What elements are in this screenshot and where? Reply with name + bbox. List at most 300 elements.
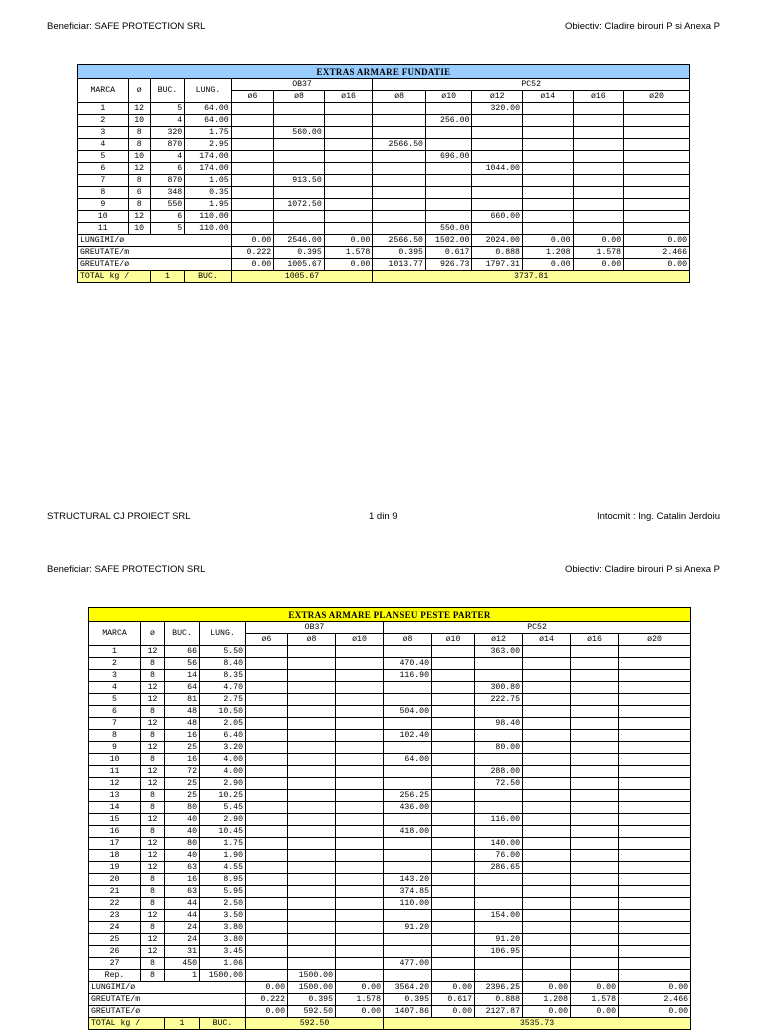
- value-cell: 8: [141, 970, 165, 982]
- value-cell: [384, 850, 432, 862]
- value-cell: [571, 970, 619, 982]
- table-row: [89, 694, 691, 706]
- marca-cell: 14: [89, 802, 141, 814]
- value-cell: [384, 862, 432, 874]
- value-cell: 4.00: [200, 766, 246, 778]
- value-cell: [373, 103, 426, 115]
- value-cell: [246, 790, 288, 802]
- value-cell: 12: [141, 682, 165, 694]
- value-cell: 63: [165, 886, 200, 898]
- marca-cell: 26: [89, 946, 141, 958]
- table-row: [89, 922, 691, 934]
- value-cell: [288, 718, 336, 730]
- value-cell: 98.40: [475, 718, 523, 730]
- col-header-diameter-ob37: ø8: [288, 634, 336, 646]
- value-cell: [246, 946, 288, 958]
- value-cell: 110.00: [185, 211, 232, 223]
- summary-value: 0.00: [231, 235, 273, 247]
- total-count: 1: [165, 1018, 200, 1030]
- value-cell: 64.00: [185, 115, 232, 127]
- value-cell: [475, 826, 523, 838]
- total-label: TOTAL kg /: [89, 1018, 165, 1030]
- value-cell: [288, 742, 336, 754]
- value-cell: [571, 886, 619, 898]
- value-cell: [384, 946, 432, 958]
- value-cell: [246, 814, 288, 826]
- value-cell: 16: [165, 754, 200, 766]
- value-cell: [336, 742, 384, 754]
- value-cell: 110.00: [384, 898, 432, 910]
- table-row: [89, 682, 691, 694]
- value-cell: 102.40: [384, 730, 432, 742]
- col-group-ob37: OB37: [231, 79, 373, 91]
- value-cell: 12: [141, 718, 165, 730]
- total-count: 1: [150, 271, 184, 283]
- summary-value: 0.00: [523, 1006, 571, 1018]
- marca-cell: 2: [89, 658, 141, 670]
- value-cell: [384, 814, 432, 826]
- total-ob37: 1005.67: [231, 271, 373, 283]
- value-cell: [336, 838, 384, 850]
- value-cell: 174.00: [185, 151, 232, 163]
- table-row: [89, 730, 691, 742]
- value-cell: 63: [165, 862, 200, 874]
- summary-value: 1.578: [571, 994, 619, 1006]
- value-cell: [432, 790, 475, 802]
- summary-row: [89, 1006, 691, 1018]
- value-cell: 8.35: [200, 670, 246, 682]
- value-cell: 31: [165, 946, 200, 958]
- table-row: [78, 151, 690, 163]
- value-cell: [373, 223, 426, 235]
- value-cell: 550.00: [425, 223, 472, 235]
- value-cell: [619, 658, 691, 670]
- value-cell: 66: [165, 646, 200, 658]
- value-cell: 10: [128, 151, 150, 163]
- value-cell: 12: [141, 766, 165, 778]
- value-cell: 8: [141, 922, 165, 934]
- value-cell: [432, 766, 475, 778]
- value-cell: [523, 682, 571, 694]
- summary-value: 2.466: [619, 994, 691, 1006]
- value-cell: [571, 958, 619, 970]
- value-cell: [522, 103, 573, 115]
- value-cell: [246, 694, 288, 706]
- value-cell: [373, 115, 426, 127]
- value-cell: [288, 946, 336, 958]
- value-cell: [619, 790, 691, 802]
- table-row: [78, 139, 690, 151]
- value-cell: [246, 922, 288, 934]
- value-cell: [432, 670, 475, 682]
- value-cell: [246, 682, 288, 694]
- extras-armare-planseu-table: [88, 607, 691, 1030]
- value-cell: [619, 730, 691, 742]
- value-cell: [619, 862, 691, 874]
- table-row: [89, 910, 691, 922]
- table-row: [78, 187, 690, 199]
- marca-cell: 12: [89, 778, 141, 790]
- value-cell: [336, 970, 384, 982]
- col-header-buc: BUC.: [150, 79, 184, 103]
- summary-value: 0.888: [472, 247, 523, 259]
- marca-cell: 1: [89, 646, 141, 658]
- value-cell: 3.45: [200, 946, 246, 958]
- value-cell: [624, 127, 690, 139]
- col-header-marca: MARCA: [78, 79, 129, 103]
- value-cell: [523, 958, 571, 970]
- value-cell: [624, 175, 690, 187]
- value-cell: [523, 934, 571, 946]
- value-cell: [336, 946, 384, 958]
- value-cell: 660.00: [472, 211, 523, 223]
- summary-value: 0.00: [619, 982, 691, 994]
- value-cell: [336, 694, 384, 706]
- summary-value: 0.00: [324, 235, 373, 247]
- table-row: [89, 754, 691, 766]
- value-cell: 154.00: [475, 910, 523, 922]
- value-cell: 870: [150, 139, 184, 151]
- value-cell: [246, 730, 288, 742]
- value-cell: 106.95: [475, 946, 523, 958]
- value-cell: [336, 958, 384, 970]
- value-cell: [336, 934, 384, 946]
- value-cell: [523, 910, 571, 922]
- value-cell: [571, 802, 619, 814]
- value-cell: 1.75: [200, 838, 246, 850]
- value-cell: [432, 718, 475, 730]
- table-title-row: [78, 65, 690, 79]
- value-cell: [432, 682, 475, 694]
- value-cell: 8: [128, 175, 150, 187]
- value-cell: 6: [150, 211, 184, 223]
- value-cell: [523, 838, 571, 850]
- marca-cell: 5: [78, 151, 129, 163]
- value-cell: [523, 862, 571, 874]
- table-row: [78, 127, 690, 139]
- summary-value: 1500.00: [288, 982, 336, 994]
- value-cell: [523, 922, 571, 934]
- value-cell: 116.00: [475, 814, 523, 826]
- value-cell: 477.00: [384, 958, 432, 970]
- value-cell: [475, 730, 523, 742]
- value-cell: [384, 646, 432, 658]
- value-cell: [571, 766, 619, 778]
- table-row: [89, 850, 691, 862]
- value-cell: 5: [150, 223, 184, 235]
- col-header-buc: BUC.: [165, 622, 200, 646]
- value-cell: 363.00: [475, 646, 523, 658]
- total-ob37: 592.50: [246, 1018, 384, 1030]
- value-cell: 256.25: [384, 790, 432, 802]
- value-cell: 116.90: [384, 670, 432, 682]
- table-row: [89, 958, 691, 970]
- col-header-diameter-pc52: ø10: [425, 91, 472, 103]
- value-cell: [274, 211, 325, 223]
- value-cell: 24: [165, 922, 200, 934]
- value-cell: 64.00: [185, 103, 232, 115]
- marca-cell: 10: [78, 211, 129, 223]
- value-cell: 2.95: [185, 139, 232, 151]
- table-row: [89, 886, 691, 898]
- value-cell: [384, 766, 432, 778]
- value-cell: [573, 139, 624, 151]
- value-cell: 6: [150, 163, 184, 175]
- value-cell: 12: [141, 814, 165, 826]
- value-cell: [288, 682, 336, 694]
- value-cell: [373, 211, 426, 223]
- value-cell: [522, 187, 573, 199]
- value-cell: [425, 103, 472, 115]
- value-cell: [246, 862, 288, 874]
- value-cell: 300.80: [475, 682, 523, 694]
- value-cell: 8: [141, 790, 165, 802]
- value-cell: [274, 115, 325, 127]
- value-cell: 140.00: [475, 838, 523, 850]
- value-cell: [571, 694, 619, 706]
- value-cell: [373, 163, 426, 175]
- table-row: [78, 175, 690, 187]
- value-cell: [246, 970, 288, 982]
- value-cell: [619, 934, 691, 946]
- summary-label: LUNGIMI/ø: [89, 982, 246, 994]
- value-cell: [432, 898, 475, 910]
- value-cell: [522, 199, 573, 211]
- value-cell: 1.75: [185, 127, 232, 139]
- marca-cell: 21: [89, 886, 141, 898]
- value-cell: 10.50: [200, 706, 246, 718]
- value-cell: 10: [128, 223, 150, 235]
- value-cell: [425, 211, 472, 223]
- summary-value: 0.395: [384, 994, 432, 1006]
- marca-cell: 13: [89, 790, 141, 802]
- value-cell: [432, 934, 475, 946]
- value-cell: [432, 970, 475, 982]
- value-cell: 4.70: [200, 682, 246, 694]
- value-cell: 12: [128, 211, 150, 223]
- value-cell: 12: [141, 946, 165, 958]
- summary-value: 1.578: [336, 994, 384, 1006]
- value-cell: [336, 790, 384, 802]
- value-cell: [573, 187, 624, 199]
- value-cell: 8: [141, 874, 165, 886]
- footer-author: Intocmit : Ing. Catalin Jerdoiu: [596, 511, 720, 522]
- value-cell: [571, 646, 619, 658]
- summary-value: 0.00: [573, 259, 624, 271]
- value-cell: [523, 766, 571, 778]
- value-cell: [523, 754, 571, 766]
- marca-cell: 17: [89, 838, 141, 850]
- value-cell: [336, 898, 384, 910]
- value-cell: 913.50: [274, 175, 325, 187]
- value-cell: [523, 898, 571, 910]
- value-cell: 174.00: [185, 163, 232, 175]
- value-cell: 16: [165, 730, 200, 742]
- value-cell: 8: [141, 802, 165, 814]
- marca-cell: 5: [89, 694, 141, 706]
- total-unit: BUC.: [200, 1018, 246, 1030]
- value-cell: 256.00: [425, 115, 472, 127]
- value-cell: [288, 646, 336, 658]
- value-cell: 16: [165, 874, 200, 886]
- value-cell: 436.00: [384, 802, 432, 814]
- value-cell: [231, 163, 273, 175]
- value-cell: [432, 922, 475, 934]
- summary-value: 1502.00: [425, 235, 472, 247]
- value-cell: [432, 742, 475, 754]
- col-header-diameter-pc52: ø20: [619, 634, 691, 646]
- value-cell: [288, 766, 336, 778]
- value-cell: [523, 826, 571, 838]
- value-cell: [619, 826, 691, 838]
- value-cell: 44: [165, 910, 200, 922]
- value-cell: [432, 910, 475, 922]
- table-title-row: [89, 608, 691, 622]
- value-cell: [373, 199, 426, 211]
- value-cell: 5.95: [200, 886, 246, 898]
- value-cell: 44: [165, 898, 200, 910]
- col-header-diameter-pc52: ø14: [522, 91, 573, 103]
- value-cell: [523, 646, 571, 658]
- value-cell: [619, 850, 691, 862]
- value-cell: 374.85: [384, 886, 432, 898]
- value-cell: [231, 151, 273, 163]
- summary-value: 0.00: [522, 259, 573, 271]
- value-cell: [288, 694, 336, 706]
- value-cell: 3.80: [200, 934, 246, 946]
- marca-cell: 24: [89, 922, 141, 934]
- value-cell: 1500.00: [288, 970, 336, 982]
- table-row: [89, 646, 691, 658]
- marca-cell: 9: [78, 199, 129, 211]
- col-header-diameter-pc52: ø20: [624, 91, 690, 103]
- marca-cell: 6: [89, 706, 141, 718]
- value-cell: [324, 151, 373, 163]
- col-header-diameter-pc52: ø10: [432, 634, 475, 646]
- value-cell: [523, 874, 571, 886]
- value-cell: [432, 706, 475, 718]
- value-cell: 12: [128, 163, 150, 175]
- marca-cell: 22: [89, 898, 141, 910]
- value-cell: [231, 175, 273, 187]
- value-cell: 1: [165, 970, 200, 982]
- value-cell: 12: [141, 910, 165, 922]
- header-beneficiar: Beneficiar: SAFE PROTECTION SRL: [47, 21, 206, 32]
- value-cell: [475, 754, 523, 766]
- col-header-diameter-ob37: ø10: [336, 634, 384, 646]
- value-cell: [475, 790, 523, 802]
- value-cell: [384, 838, 432, 850]
- value-cell: [288, 814, 336, 826]
- value-cell: [288, 886, 336, 898]
- value-cell: [336, 874, 384, 886]
- value-cell: [472, 223, 523, 235]
- value-cell: [274, 139, 325, 151]
- table-row: [89, 670, 691, 682]
- value-cell: 8: [141, 958, 165, 970]
- col-header-diameter: ø: [128, 79, 150, 103]
- value-cell: [624, 211, 690, 223]
- value-cell: [475, 706, 523, 718]
- value-cell: 4: [150, 115, 184, 127]
- value-cell: 560.00: [274, 127, 325, 139]
- marca-cell: 2: [78, 115, 129, 127]
- value-cell: [246, 646, 288, 658]
- summary-label: LUNGIMI/ø: [78, 235, 232, 247]
- total-unit: BUC.: [185, 271, 232, 283]
- marca-cell: 19: [89, 862, 141, 874]
- value-cell: 5.50: [200, 646, 246, 658]
- col-group-pc52: PC52: [373, 79, 690, 91]
- value-cell: [246, 778, 288, 790]
- value-cell: [571, 838, 619, 850]
- value-cell: [571, 946, 619, 958]
- marca-cell: 16: [89, 826, 141, 838]
- summary-value: 2127.87: [475, 1006, 523, 1018]
- value-cell: [384, 970, 432, 982]
- value-cell: 8: [128, 139, 150, 151]
- col-group-pc52: PC52: [384, 622, 691, 634]
- summary-value: 0.00: [336, 1006, 384, 1018]
- value-cell: [384, 934, 432, 946]
- table-title: EXTRAS ARMARE FUNDATIE: [78, 65, 690, 79]
- value-cell: 76.00: [475, 850, 523, 862]
- value-cell: [324, 199, 373, 211]
- value-cell: [571, 814, 619, 826]
- value-cell: [432, 874, 475, 886]
- value-cell: [624, 139, 690, 151]
- value-cell: 8: [128, 127, 150, 139]
- value-cell: [522, 223, 573, 235]
- col-header-lung: LUNG.: [200, 622, 246, 646]
- value-cell: [522, 151, 573, 163]
- value-cell: [475, 670, 523, 682]
- value-cell: [336, 682, 384, 694]
- value-cell: [571, 730, 619, 742]
- summary-value: 0.00: [522, 235, 573, 247]
- marca-cell: 15: [89, 814, 141, 826]
- value-cell: 3.20: [200, 742, 246, 754]
- col-header-diameter-ob37: ø16: [324, 91, 373, 103]
- value-cell: [571, 826, 619, 838]
- value-cell: 1072.50: [274, 199, 325, 211]
- value-cell: [522, 175, 573, 187]
- value-cell: [246, 874, 288, 886]
- summary-value: 0.395: [288, 994, 336, 1006]
- value-cell: [472, 199, 523, 211]
- value-cell: 696.00: [425, 151, 472, 163]
- value-cell: [288, 754, 336, 766]
- value-cell: [523, 658, 571, 670]
- value-cell: 2.05: [200, 718, 246, 730]
- summary-value: 2396.25: [475, 982, 523, 994]
- summary-value: 0.00: [571, 1006, 619, 1018]
- value-cell: 12: [141, 694, 165, 706]
- value-cell: [336, 754, 384, 766]
- value-cell: [288, 922, 336, 934]
- value-cell: 64.00: [384, 754, 432, 766]
- value-cell: 1044.00: [472, 163, 523, 175]
- value-cell: 4.55: [200, 862, 246, 874]
- table-row: [78, 223, 690, 235]
- value-cell: [571, 742, 619, 754]
- value-cell: [432, 694, 475, 706]
- value-cell: [624, 163, 690, 175]
- value-cell: [373, 187, 426, 199]
- value-cell: [336, 646, 384, 658]
- value-cell: 1.95: [185, 199, 232, 211]
- col-header-diameter-pc52: ø16: [571, 634, 619, 646]
